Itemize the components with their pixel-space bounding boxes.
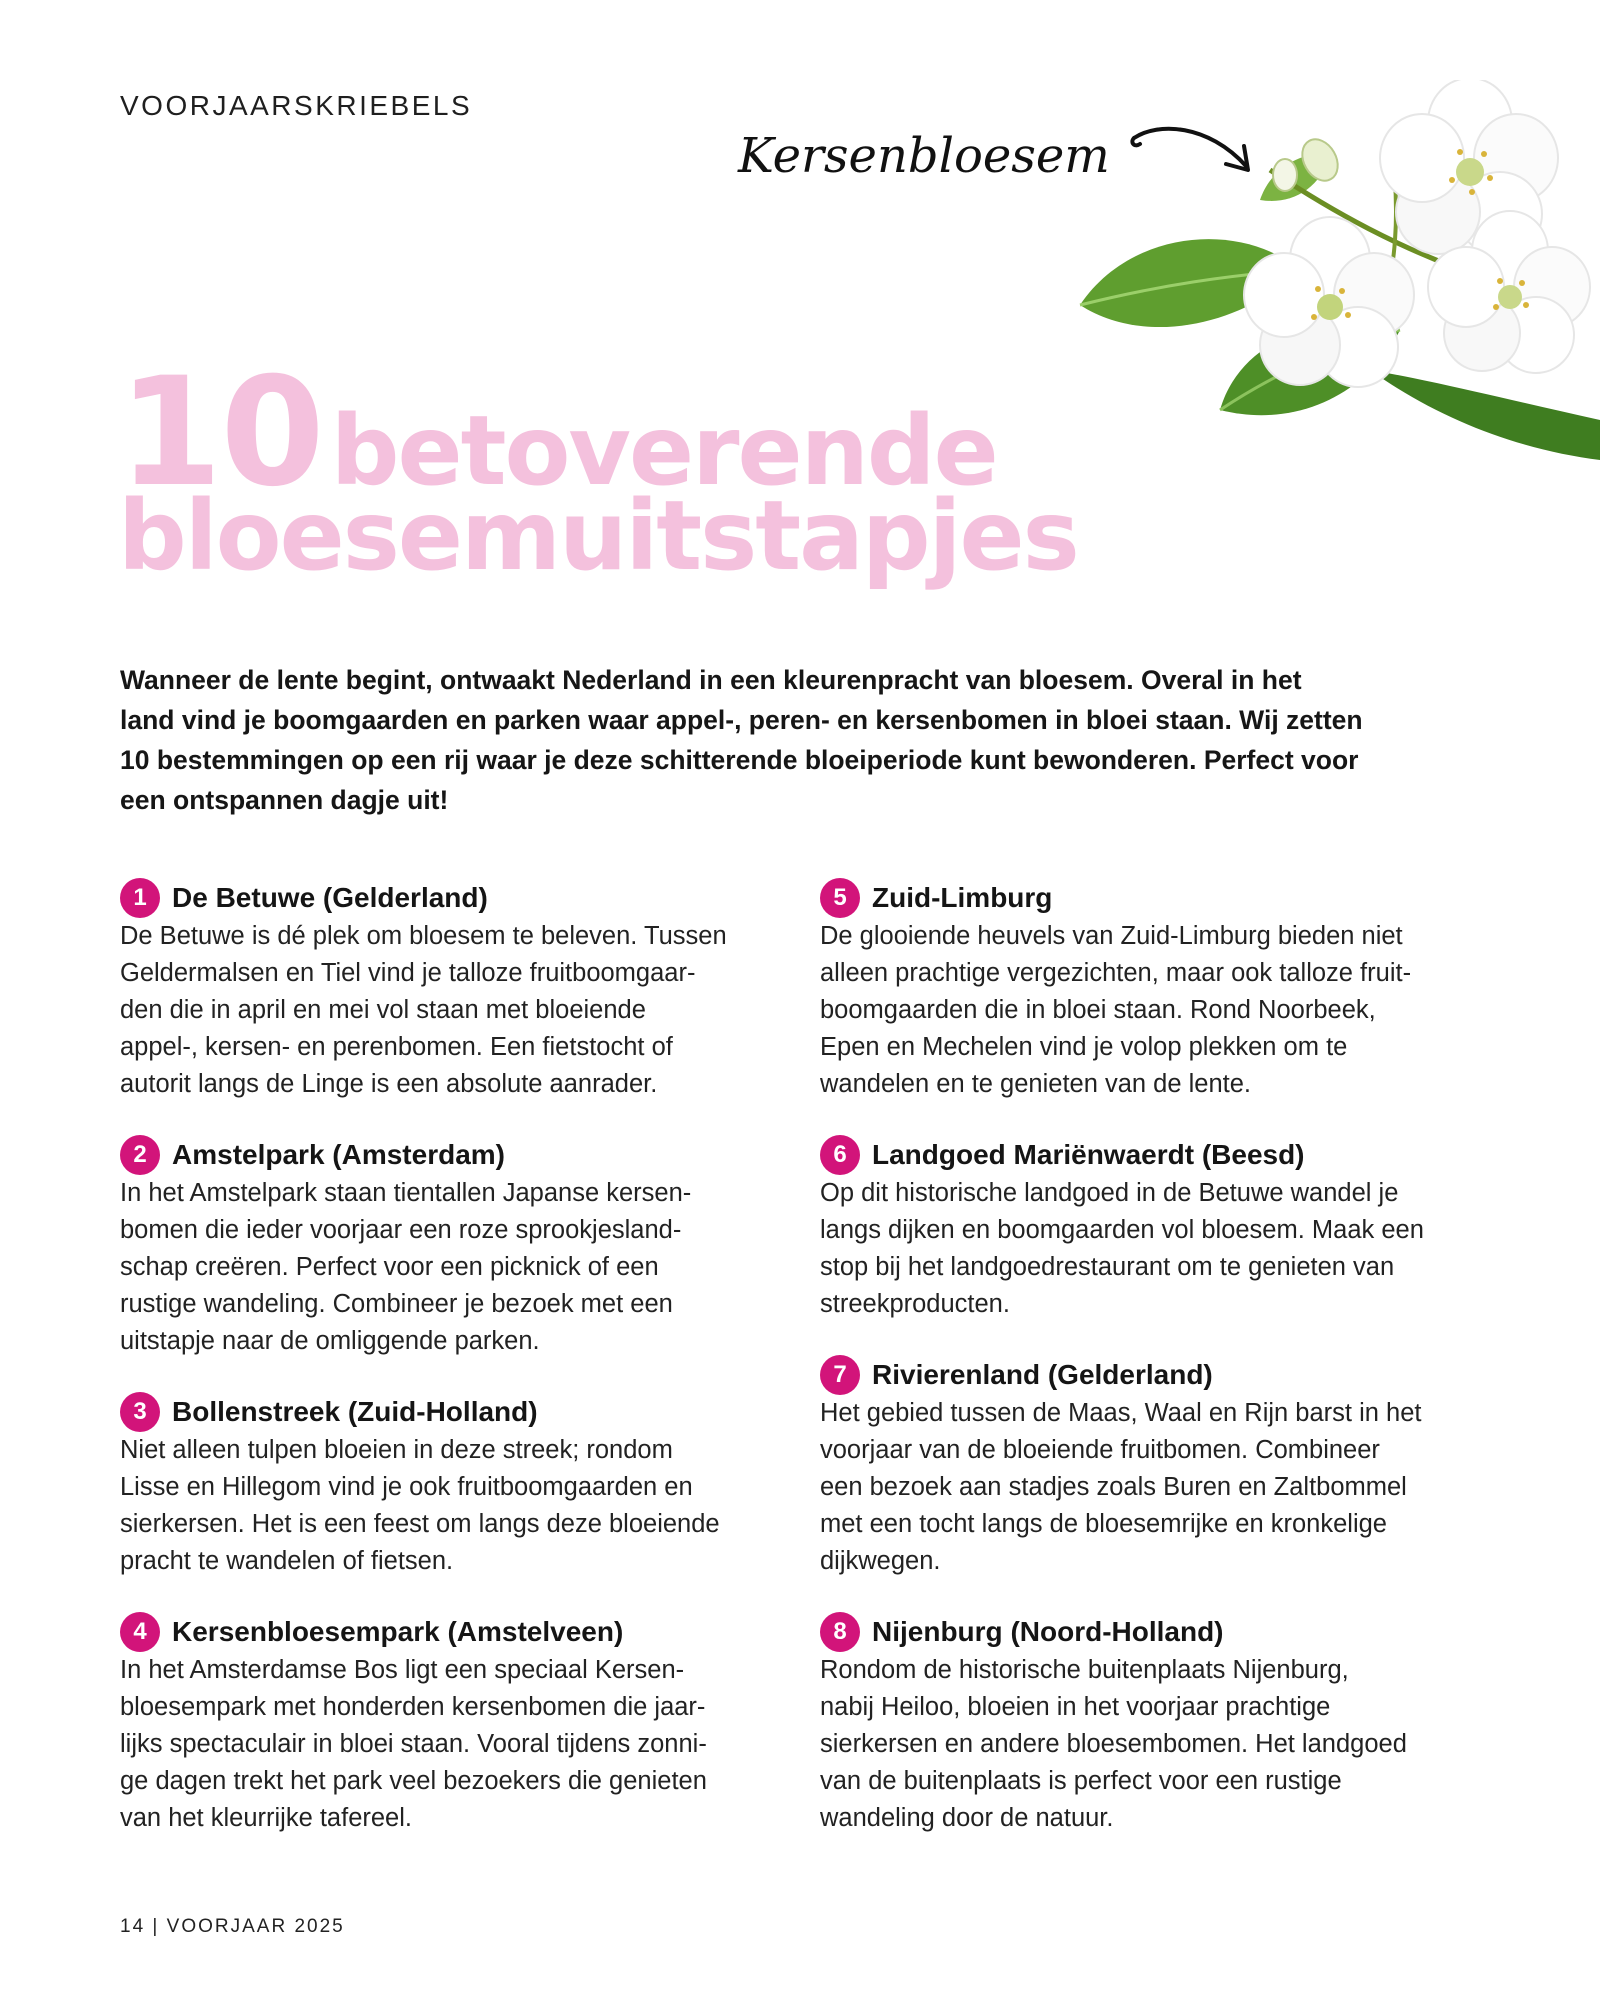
destination-title: Bollenstreek (Zuid-Holland): [172, 1396, 538, 1427]
text-line: Geldermalsen en Tiel vind je talloze fruitboomgaar-: [120, 959, 696, 987]
destination-heading: [120, 1392, 780, 1432]
text-line: stop bij het landgoedrestaurant om te genieten van: [820, 1253, 1395, 1281]
intro-line: Wanneer de lente begint, ontwaakt Nederland in een kleurenpracht van bloesem. Overal in het: [120, 665, 1302, 695]
number-badge: 5: [820, 878, 860, 918]
issue-label: VOORJAAR 2025: [166, 1916, 345, 1937]
number-badge: 6: [820, 1135, 860, 1175]
text-line: van de buitenplaats is perfect voor een rustige: [820, 1767, 1342, 1795]
destination-item: [120, 1135, 780, 1360]
text-line: alleen prachtige vergezichten, maar ook talloze fruit-: [820, 959, 1412, 987]
destination-item: [120, 1392, 780, 1580]
text-line: nabij Heiloo, bloeien in het voorjaar prachtige: [820, 1693, 1331, 1721]
text-line: uitstapje naar de omliggende parken.: [120, 1327, 540, 1355]
destination-description: [820, 1175, 1480, 1323]
text-line: bomen die ieder voorjaar een roze sprookjesland-: [120, 1216, 682, 1244]
text-line: sierkersen. Het is een feest om langs deze bloeiende: [120, 1510, 720, 1538]
destination-title: Kersenbloesempark (Amstelveen): [172, 1616, 624, 1647]
page-footer: [120, 1916, 345, 1938]
destination-title: Nijenburg (Noord-Holland): [872, 1616, 1224, 1647]
text-line: pracht te wandelen of fietsen.: [120, 1547, 454, 1575]
headline-number: 10: [118, 346, 323, 520]
text-line: In het Amsterdamse Bos ligt een speciaal Kersen-: [120, 1656, 685, 1684]
intro-line: land vind je boomgaarden en parken waar appel-, peren- en kersenbomen in bloei staan. Wij zetten: [120, 705, 1363, 735]
destination-description: [120, 1432, 780, 1580]
number-badge: 1: [120, 878, 160, 918]
headline-line-2: bloesemuitstapjes: [118, 480, 1078, 592]
destination-heading: [820, 1612, 1480, 1652]
article-headline: [118, 346, 1078, 592]
destination-item: [820, 878, 1480, 1103]
image-caption: Kersenbloesem: [738, 128, 1110, 184]
text-line: langs dijken en boomgaarden vol bloesem. Maak een: [820, 1216, 1424, 1244]
destination-title: Amstelpark (Amsterdam): [172, 1139, 505, 1170]
text-line: In het Amstelpark staan tientallen Japanse kersen-: [120, 1179, 692, 1207]
text-line: voorjaar van de bloeiende fruitbomen. Combineer: [820, 1436, 1380, 1464]
text-line: autorit langs de Linge is een absolute aanrader.: [120, 1070, 658, 1098]
cherry-blossom-image: [1070, 80, 1600, 500]
destination-heading: [820, 878, 1480, 918]
text-line: met een tocht langs de bloesemrijke en kronkelige: [820, 1510, 1387, 1538]
text-line: Rondom de historische buitenplaats Nijenburg,: [820, 1656, 1349, 1684]
number-badge: 3: [120, 1392, 160, 1432]
text-line: sierkersen en andere bloesembomen. Het landgoed: [820, 1730, 1407, 1758]
destination-item: [120, 878, 780, 1103]
section-kicker: VOORJAARSKRIEBELS: [120, 90, 473, 121]
destination-description: [820, 1652, 1480, 1837]
text-line: streekproducten.: [820, 1290, 1010, 1318]
destination-item: [820, 1355, 1480, 1580]
text-line: schap creëren. Perfect voor een picknick of een: [120, 1253, 659, 1281]
destination-heading: [120, 1135, 780, 1175]
text-line: Lisse en Hillegom vind je ook fruitboomgaarden en: [120, 1473, 693, 1501]
text-line: Niet alleen tulpen bloeien in deze streek; rondom: [120, 1436, 673, 1464]
destination-description: [820, 918, 1480, 1103]
destination-description: [820, 1395, 1480, 1580]
destination-title: De Betuwe (Gelderland): [172, 882, 488, 913]
destination-heading: [820, 1135, 1480, 1175]
text-line: Epen en Mechelen vind je volop plekken om te: [820, 1033, 1348, 1061]
destination-title: Landgoed Mariënwaerdt (Beesd): [872, 1139, 1305, 1170]
footer-separator: |: [152, 1916, 160, 1937]
headline-line-1: betoverende: [330, 395, 997, 507]
text-line: appel-, kersen- en perenbomen. Een fietstocht of: [120, 1033, 673, 1061]
intro-line: een ontspannen dagje uit!: [120, 785, 449, 815]
text-line: rustige wandeling. Combineer je bezoek met een: [120, 1290, 673, 1318]
text-line: den die in april en mei vol staan met bloeiende: [120, 996, 646, 1024]
text-line: wandeling door de natuur.: [820, 1804, 1114, 1832]
number-badge: 8: [820, 1612, 860, 1652]
destination-item: [120, 1612, 780, 1837]
text-line: ge dagen trekt het park veel bezoekers die genieten: [120, 1767, 707, 1795]
destination-item: [820, 1612, 1480, 1837]
destination-heading: [120, 878, 780, 918]
destination-description: [120, 1652, 780, 1837]
text-line: De Betuwe is dé plek om bloesem te beleven. Tussen: [120, 922, 727, 950]
text-line: bloesempark met honderden kersenbomen die jaar-: [120, 1693, 706, 1721]
text-line: Het gebied tussen de Maas, Waal en Rijn barst in het: [820, 1399, 1422, 1427]
text-line: Op dit historische landgoed in de Betuwe wandel je: [820, 1179, 1399, 1207]
destination-description: [120, 918, 780, 1103]
number-badge: 4: [120, 1612, 160, 1652]
text-line: wandelen en te genieten van de lente.: [820, 1070, 1252, 1098]
destination-description: [120, 1175, 780, 1360]
number-badge: 2: [120, 1135, 160, 1175]
destination-heading: [120, 1612, 780, 1652]
text-line: dijkwegen.: [820, 1547, 941, 1575]
text-line: van het kleurrijke tafereel.: [120, 1804, 412, 1832]
number-badge: 7: [820, 1355, 860, 1395]
page-number: 14: [120, 1916, 146, 1937]
destination-title: Zuid-Limburg: [872, 882, 1053, 913]
intro-line: 10 bestemmingen op een rij waar je deze schitterende bloeiperiode kunt bewonderen. Perfect voor: [120, 745, 1359, 775]
text-line: boomgaarden die in bloei staan. Rond Noorbeek,: [820, 996, 1376, 1024]
destination-title: Rivierenland (Gelderland): [872, 1359, 1213, 1390]
text-line: een bezoek aan stadjes zoals Buren en Zaltbommel: [820, 1473, 1407, 1501]
text-line: De glooiende heuvels van Zuid-Limburg bieden niet: [820, 922, 1403, 950]
intro-paragraph: [120, 660, 1480, 820]
blossom-flower: [1244, 217, 1414, 387]
text-line: lijks spectaculair in bloei staan. Vooral tijdens zonni-: [120, 1730, 707, 1758]
destination-item: [820, 1135, 1480, 1323]
destination-heading: [820, 1355, 1480, 1395]
